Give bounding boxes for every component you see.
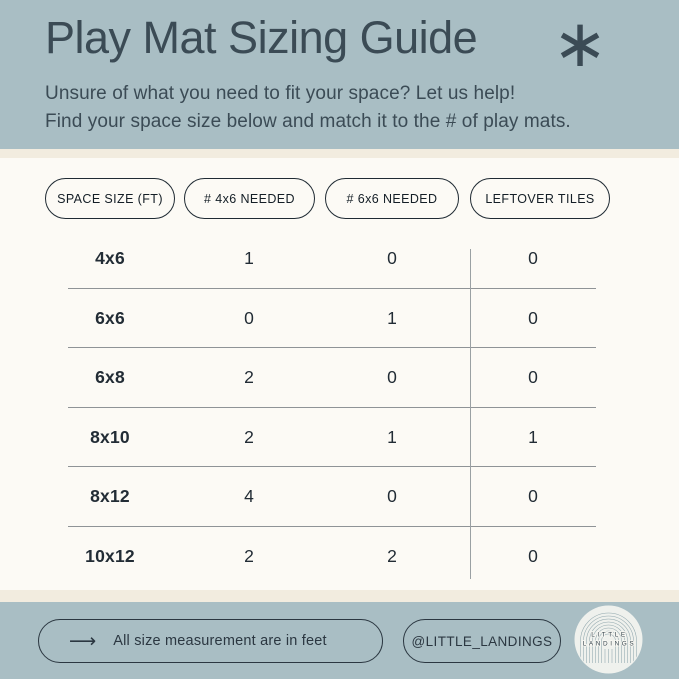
logo-text-line-1: LITTLE	[591, 631, 628, 639]
mats-4x6-cell: 2	[244, 366, 254, 387]
table-row	[0, 347, 679, 407]
table-row	[0, 407, 679, 467]
little-landings-logo	[574, 605, 643, 674]
space-size-cell: 8x10	[90, 426, 130, 447]
row-divider	[68, 466, 596, 467]
mats-6x6-cell: 1	[387, 426, 397, 447]
mats-6x6-cell: 0	[387, 366, 397, 387]
table-row	[0, 526, 679, 586]
space-size-cell: 6x6	[95, 307, 125, 328]
column-header-space-size: SPACE SIZE (FT)	[45, 178, 175, 219]
space-size-cell: 6x8	[95, 366, 125, 387]
right-arrow-icon: ⟶	[69, 629, 97, 652]
space-size-cell: 4x6	[95, 247, 125, 268]
mats-6x6-cell: 1	[387, 307, 397, 328]
social-handle-pill	[403, 619, 561, 663]
subtitle	[45, 80, 571, 135]
row-divider	[68, 288, 596, 289]
measurement-note-pill	[38, 619, 383, 663]
measurement-note-text: All size measurement are in feet	[113, 633, 327, 649]
mats-4x6-cell: 0	[244, 307, 254, 328]
leftover-tiles-cell: 0	[528, 247, 538, 268]
social-handle-text: @LITTLE_LANDINGS	[411, 633, 553, 649]
header-band	[0, 0, 679, 149]
logo-text-line-2: LANDINGS	[582, 640, 637, 648]
logo-circle	[575, 606, 643, 674]
page-title: Play Mat Sizing Guide	[45, 12, 478, 63]
mats-6x6-cell: 0	[387, 247, 397, 268]
mats-6x6-cell: 2	[387, 545, 397, 566]
mats-4x6-cell: 4	[244, 485, 254, 506]
row-divider	[68, 407, 596, 408]
row-divider	[68, 347, 596, 348]
space-size-cell: 10x12	[85, 545, 135, 566]
cream-divider-top	[0, 149, 679, 158]
leftover-tiles-cell: 0	[528, 485, 538, 506]
asterisk-decoration-icon: ∗	[552, 5, 608, 82]
column-header-leftover-tiles: LEFTOVER TILES	[470, 178, 610, 219]
mats-6x6-cell: 0	[387, 485, 397, 506]
leftover-tiles-cell: 0	[528, 307, 538, 328]
table-row	[0, 228, 679, 288]
column-divider	[470, 249, 471, 579]
mats-4x6-cell: 2	[244, 426, 254, 447]
leftover-tiles-cell: 0	[528, 366, 538, 387]
leftover-tiles-cell: 1	[528, 426, 538, 447]
table-row	[0, 288, 679, 348]
row-divider	[68, 526, 596, 527]
table-row	[0, 466, 679, 526]
column-header-4x6-needed: # 4x6 NEEDED	[184, 178, 315, 219]
footer-band	[0, 602, 679, 679]
space-size-cell: 8x12	[90, 485, 130, 506]
mats-4x6-cell: 1	[244, 247, 254, 268]
leftover-tiles-cell: 0	[528, 545, 538, 566]
logo-badge-graphic	[574, 605, 643, 674]
column-header-6x6-needed: # 6x6 NEEDED	[325, 178, 459, 219]
mats-4x6-cell: 2	[244, 545, 254, 566]
subtitle-line-1: Unsure of what you need to fit your space? Let us help!	[45, 83, 516, 104]
subtitle-line-2: Find your space size below and match it to the # of play mats.	[45, 110, 571, 132]
cream-divider-bottom	[0, 590, 679, 602]
